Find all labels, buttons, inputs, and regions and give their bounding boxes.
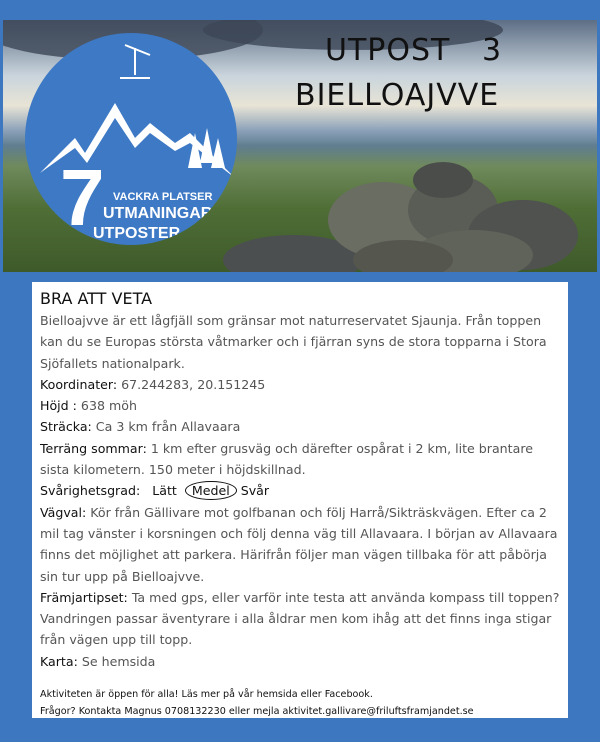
difficulty-medium-selected: Medel xyxy=(185,481,237,500)
footer-line2: Frågor? Kontakta Magnus 0708132230 eller mejla aktivitet.gallivare@friluftsframjandet.se xyxy=(40,706,474,718)
footer xyxy=(40,686,560,720)
terrain: Terräng sommar: 1 km efter grusväg och därefter ospårat i 2 km, lite brantare sista kilometern. 150 meter i höjdskillnad. xyxy=(40,440,533,478)
logo xyxy=(25,33,237,245)
intro-text: Bielloajvve är ett lågfjäll som gränsar mot naturreservatet Sjaunja. Från toppen kan du se Europas största våtmarker och i fjärran syns de stora topparna i Stora Sjöfallets nationalpark. xyxy=(40,313,547,371)
difficulty: Svårighetsgrad: Lätt Medel Svår xyxy=(40,483,270,499)
footer-line1: Aktiviteten är öppen för alla! Läs mer på vår hemsida eller Facebook. xyxy=(40,689,373,701)
card-heading: BRA ATT VETA xyxy=(40,289,153,308)
info-card xyxy=(32,282,568,718)
logo-line1: VACKRA PLATSER xyxy=(113,191,213,203)
tip: Främjartipset: Ta med gps, eller varför inte testa att använda kompass till toppen? Vandringen passar äventyrare i alla åldrar men kom ihåg att det finns inga stigar från vägen upp till topp. xyxy=(40,589,560,648)
difficulty-hard: Svår xyxy=(240,483,270,499)
title-line2: BIELLOAJVVE xyxy=(295,78,500,113)
distance: Sträcka: Ca 3 km från Allavaara xyxy=(40,419,241,435)
route: Vägval: Kör från Gällivare mot golfbanan och följ Harrå/Sikträskvägen. Efter ca 2 mil tag vänster i korsningen och följ denna väg till Allavaara. I början av Allavaara finns det möjlighet att parkera. Härifrån följer man vägen tillbaka för att påbörja sin tur upp på Bielloajvve. xyxy=(40,504,558,584)
logo-line2: UTMANINGAR xyxy=(103,205,213,222)
logo-number: 7 xyxy=(60,153,105,242)
title-line1: UTPOST 3 xyxy=(325,33,503,68)
coordinates: Koordinater: 67.244283, 20.151245 xyxy=(40,376,266,392)
map: Karta: Se hemsida xyxy=(40,653,156,669)
difficulty-easy: Lätt xyxy=(152,483,177,499)
height: Höjd : 638 möh xyxy=(40,398,137,414)
logo-line3: UTPOSTER xyxy=(93,225,181,242)
